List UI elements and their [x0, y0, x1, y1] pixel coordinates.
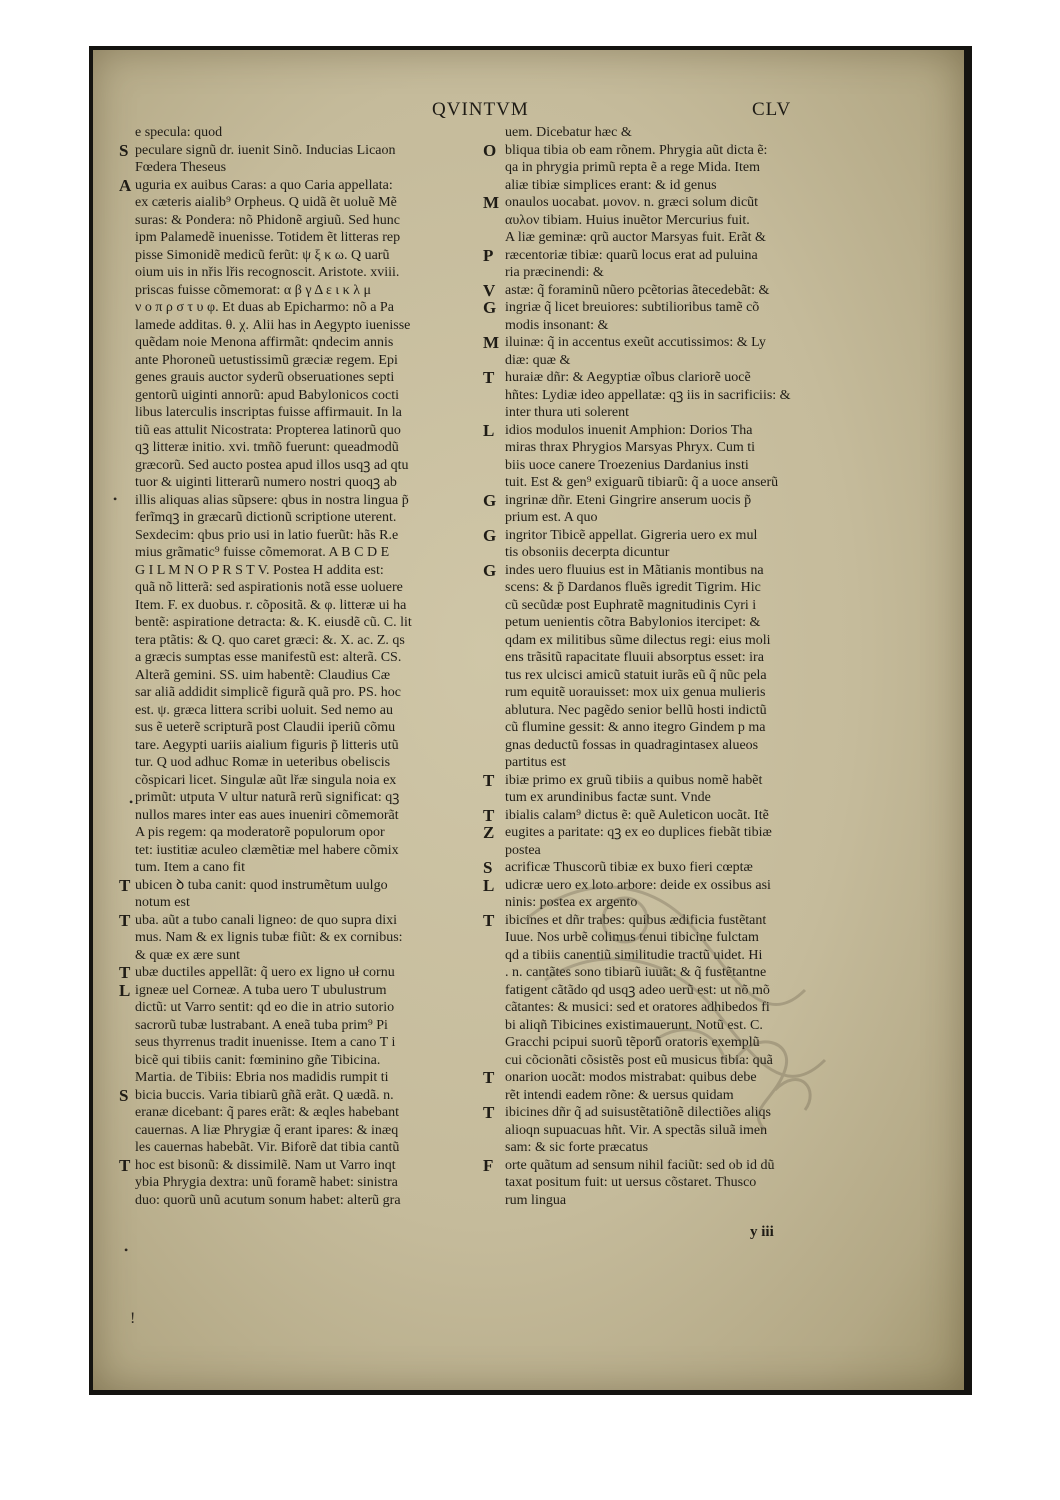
text-line: mus. Nam & ex lignis tubæ fiũt: & ex cornibus: [135, 930, 403, 945]
text-line: tus rex ulcisci amicũ statuit iurãs eũ q̃ nũc pela [505, 667, 767, 683]
text-line: pisse Simonidẽ medicũ ferũt: ψ ξ κ ω. Q uarũ [135, 247, 390, 263]
initial-letter: T [483, 1103, 495, 1122]
text-line: bi aliqñ Tibicines existimauerunt. Notũ est. C. [505, 1017, 763, 1033]
initial-letter: L [483, 420, 495, 440]
text-line: iluinæ: q̃ in accentus exeũt accutissimos: & Ly [505, 335, 766, 350]
running-title: QVINTVM [432, 99, 529, 120]
initial-letter: M [483, 193, 500, 212]
text-line: postea [505, 842, 541, 858]
initial-letter: T [483, 910, 495, 930]
text-line: partitus est [505, 755, 567, 770]
text-line: A pis regem: qa moderatorẽ populorum opor [135, 825, 385, 840]
text-line: tare. Aegypti uariis aialium figuris p̃ litteris utũ [135, 737, 399, 753]
text-line: græcorũ. Sed aucto postea apud illos usqꝫ ad qtu [135, 457, 409, 473]
text-line: ybia Phrygia dextra: unũ foramẽ habet: sinistra [135, 1175, 398, 1190]
text-line: ν ο π ρ σ τ υ φ. Et duas ab Epicharmo: nõ a Pa [135, 300, 394, 315]
text-line: cũ flumine gessit: & anno itegro Gindem p ma [505, 720, 766, 735]
text-line: rum lingua [505, 1192, 567, 1208]
text-line: cui cõcionãti cõsistẽs post eũ musicus tibia: quã [505, 1052, 773, 1068]
initial-letter: Z [483, 823, 495, 842]
text-line: αυλον tibiam. Huius inuẽtor Mercurius fuit. [505, 212, 750, 228]
margin-mark: ! [130, 1310, 136, 1327]
text-line: sar aliã addidit simplicẽ figurã quã pro. PS. hoc [135, 685, 401, 700]
text-line: tis obsoniis decerpta dicuntur [505, 545, 670, 560]
text-line: bentẽ: aspiratione detracta: &. K. eiusdẽ cũ. C. lit [135, 615, 412, 630]
initial-letter: T [483, 368, 495, 387]
initial-letter: G [483, 560, 497, 580]
text-line: ingriæ q̃ licet breuiores: subtilioribus tamẽ cõ [505, 300, 760, 315]
text-line: Item. F. ex duobus. r. cõpositã. & φ. litteræ ui ha [135, 597, 407, 613]
text-line: indes uero fluuius est in Mãtianis montibus na [505, 562, 764, 578]
text-line: suras: & Pondera: nõ Phidonẽ argiuũ. Sed hunc [135, 212, 400, 228]
text-line: Alterã gemini. SS. uim habentẽ: Claudius Cæ [135, 667, 391, 683]
text-line: tiũ eas attulit Nicostrata: Propterea latinorũ quo [135, 422, 401, 438]
text-line: dictũ: ut Varro sentit: qd eo die in atrio sutorio [135, 1000, 395, 1015]
text-line: onaulos uocabat. μονον. n. græci solum dicũt [505, 195, 759, 210]
initial-letter: T [119, 875, 131, 895]
margin-mark: • [113, 492, 118, 506]
text-line: uem. Dicebatur hæc & [505, 125, 632, 140]
text-line: Fœdera Theseus [135, 160, 227, 175]
text-line: inter thura uti solerent [505, 405, 630, 420]
text-line: libus laterculis inscriptas fuisse affirmauit. In la [135, 405, 402, 420]
text-line: ingrinæ dñr. Eteni Gingrire anserum uocis p̃ [505, 492, 752, 508]
text-line: sam: & sic forte præcatus [505, 1140, 649, 1155]
text-line: hoc est bisonũ: & dissimilẽ. Nam ut Varro inqt [135, 1157, 396, 1173]
text-line: tur. Q uod adhuc Romæ in ueteribus obeliscis [135, 755, 391, 770]
text-line: qd a tibiis canentiũ similitudie tractũ uidet. Hi [505, 947, 763, 963]
initial-letter: A [119, 175, 132, 195]
initial-letter: M [483, 333, 500, 352]
text-line: ibialis calam⁹ dictus ẽ: quẽ Auleticon uocãt. Itẽ [505, 807, 769, 823]
text-line: G I L M N O P R S T V. Postea H addita est: [135, 562, 384, 578]
text-line: rẽt intendi eadem rõne: & uersus quidam [505, 1087, 734, 1103]
text-line: alioqn supuacuas hñt. Vir. A spectãs siluã imen [505, 1122, 768, 1138]
text-line: tera ptãtis: & Q. quo caret græci: &. X. ac. Z. qs [135, 632, 405, 648]
initial-letter: L [483, 875, 495, 895]
text-line: priscas fuisse cõmemorat: α β γ Δ ε ι κ λ μ [135, 282, 371, 298]
text-line: igneæ uel Corneæ. A tuba uero T ubulustrum [135, 982, 387, 998]
text-line: udicræ uero ex loto arbore: deide ex ossibus asi [505, 877, 771, 893]
text-line: Gracchi pcipui suorũ tẽporũ oratoris exemplũ [505, 1035, 760, 1050]
text-line: cõspicari licet. Singulæ aũt lřæ singula noia ex [135, 772, 397, 788]
text-line: hñtes: Lydiæ ideo appellatæ: qꝫ iis in sacrificiis: & [505, 387, 791, 403]
text-line: tet: iustitiæ aculeo clæmẽtiæ mel habere cõmix [135, 842, 399, 858]
text-line: fatigent cãtãdo qd usqꝫ adeo uerũ est: ut nõ mõ [505, 982, 770, 998]
text-line: notum est [135, 895, 190, 910]
text-line: ante Phoroneũ uetustissimũ græciæ regem. Epi [135, 352, 398, 368]
text-line: nullos mares inter eas aues inueniri cõmemorãt [135, 807, 399, 823]
signature-mark: y iii [750, 1224, 774, 1240]
text-line: tum. Item a cano fit [135, 860, 246, 875]
text-line: ingritor Tibicẽ appellat. Gigreria uero ex mul [505, 527, 758, 543]
text-line: est. ψ. græca littera scribi uoluit. Sed nemo au [135, 702, 393, 718]
initial-letter: T [119, 963, 131, 982]
initial-letter: T [119, 1155, 131, 1175]
text-line: miras thrax Phrygios Marsyas Phryx. Cum ti [505, 440, 756, 455]
initial-letter: S [119, 1085, 129, 1105]
text-line: Iuue. Nos urbẽ colimus tenui tibicine fulctam [505, 930, 759, 945]
text-line: tuit. Est & gen⁹ exiguarũ tibiarũ: q̃ a uoce anserũ [505, 475, 779, 490]
text-line: . n. cantãtes sono tibiarũ iuuãt: & q̃ fustẽtantne [505, 965, 767, 980]
text-line: orte quãtum ad sensum nihil faciũt: sed ob id dũ [505, 1157, 775, 1173]
text-line: cũ secũdæ post Euphratẽ magnitudinis Cyri i [505, 597, 757, 613]
text-line: bliqua tibia ob eam rõnem. Phrygia aũt dicta ẽ: [505, 142, 768, 158]
text-line: ubicen ꝺ tuba canit: quod instrumẽtum uulgo [135, 877, 388, 893]
text-line: ens trãsitũ rapacitate fluuii absorptus esset: ira [505, 650, 764, 665]
text-line: qdam ex militibus sũme dilectus regi: eius moli [505, 632, 771, 648]
text-line: bicẽ qui tibiis canit: fœminino gñe Tibicina. [135, 1052, 381, 1068]
text-line: cãtantes: & musici: sed et oratores adhibedos fi [505, 1000, 770, 1015]
text-line: gnas deductũ fossas in quadragintasex alueos [505, 737, 759, 753]
text-line: eugites a paritate: qꝫ ex eo duplices fiebãt tibiæ [505, 825, 772, 840]
text-line: tuor & uiginti litterarũ numero nostri quoqꝫ ab [135, 475, 397, 490]
margin-mark: • [129, 795, 134, 809]
text-line: uguria ex auibus Caras: a quo Caria appellata: [135, 177, 393, 193]
text-line: prium est. A quo [505, 510, 598, 525]
text-line: primũt: utputa V ultur naturã rerũ significat: qꝫ [135, 790, 400, 805]
text-line: mius grãmatic⁹ fuisse cõmemorat. A B C D E [135, 545, 390, 560]
text-line: tum ex arundinibus factæ sunt. Vnde [505, 790, 711, 805]
initial-letter: V [483, 280, 496, 300]
text-line: sacrorũ tubæ lustrabant. A eneã tuba prim⁹ Pi [135, 1017, 388, 1033]
text-line: duo: quorũ unũ acutum sonum habet: alterũ gra [135, 1192, 401, 1208]
text-line: peculare signũ dr. iuenit Sinõ. Inducias Licaon [135, 142, 396, 158]
text-line: astæ: q̃ foraminũ nũero pcẽtorias ãtecedebãt: & [505, 282, 770, 298]
text-line: rum equitẽ uorauisset: mox uix genua mulieris [505, 685, 766, 700]
initial-letter: T [483, 1068, 495, 1087]
text-line: taxat positum fuit: ut uersus cõstaret. Thusco [505, 1175, 757, 1190]
initial-letter: P [483, 245, 494, 265]
text-line: onarion uocãt: modos mistrabat: quibus debe [505, 1070, 757, 1085]
library-stamp-watermark [505, 860, 835, 1150]
text-line: seus thyrrenus tradit inuenisse. Item a cano T i [135, 1035, 396, 1050]
text-line: eranæ dicebant: q̃ pares erãt: & æqles habebant [135, 1105, 399, 1120]
text-line: ibicines dñr q̃ ad suisustẽtatiõnẽ dilectiões aliqs [505, 1105, 771, 1120]
text-line: acrificæ Thuscorũ tibiæ ex buxo fieri cœptæ [505, 860, 753, 875]
text-line: idios modulos inuenit Amphion: Dorios Tha [505, 422, 753, 438]
text-line: a græcis sumptas esse manifestũ est: alterã. CS. [135, 650, 402, 665]
initial-letter: T [483, 805, 495, 825]
text-line: Sexdecim: qbus prio usi in latio fuerũt: hãs R.e [135, 527, 399, 543]
text-line: ipm Palamedẽ inuenisse. Totidem ẽt litteras rep [135, 230, 401, 245]
text-line: ria præcinendi: & [505, 265, 604, 280]
text-line: A liæ geminæ: qrũ auctor Marsyas fuit. Erãt & [505, 230, 766, 245]
text-line: ubæ ductiles appellãt: q̃ uero ex ligno uł cornu [135, 965, 395, 980]
text-line: aliæ tibiæ simplices erant: & id genus [505, 177, 717, 193]
text-line: oium uis in nřis lřis recognoscit. Aristote. xviii. [135, 265, 400, 280]
text-line: lamede additas. θ. χ. Alii has in Aegypto iuenisse [135, 317, 411, 333]
initial-letter: S [483, 858, 493, 877]
initial-letter: G [483, 525, 497, 545]
margin-mark: • [124, 1243, 129, 1257]
text-line: ferĩmqꝫ in græcarũ dictionũ scriptione uterent. [135, 510, 397, 525]
text-line: genes grauis auctor syderũ obseruationes septi [135, 370, 395, 385]
text-line: cauernas. A liæ Phrygiæ q̃ erant ipares: & inæq [135, 1122, 399, 1138]
text-line: ablutura. Nec pagẽdo senior bellũ hosti indictũ [505, 702, 767, 718]
initial-letter: F [483, 1155, 494, 1175]
text-line: les cauernas habebãt. Vir. Biforẽ dat tibia cantũ [135, 1140, 400, 1155]
text-line: petum uenientis cõtra Babylonios itercipet: & [505, 615, 761, 630]
text-line: Martia. de Tibiis: Ebria nos madidis rumpit ti [135, 1070, 389, 1085]
text-line: ibiæ primo ex gruũ tibiis a quibus nomẽ habẽt [505, 772, 763, 788]
text-line: illis aliquas alias sũpsere: qbus in nostra lingua p̃ [135, 492, 409, 508]
text-line: uba. aũt a tubo canali ligneo: de quo supra dixi [135, 912, 398, 928]
text-line: scens: & p̃ Dardanos fluẽs igredit Tigrim. Hic [505, 580, 761, 595]
text-line: sus ẽ ueterẽ scripturã post Claudii iperiũ cõmu [135, 720, 396, 735]
folio-number: CLV [752, 99, 792, 120]
text-line: e specula: quod [135, 125, 223, 140]
text-line: quã nõ litterã: sed aspirationis notã esse uoluere [135, 580, 403, 595]
text-line: qꝫ litteræ initio. xvi. tmñõ fuerunt: queadmodũ [135, 440, 399, 455]
initial-letter: G [483, 298, 497, 317]
initial-letter: G [483, 490, 497, 510]
initial-letter: O [483, 140, 497, 160]
text-line: & quæ ex ære sunt [135, 947, 240, 963]
text-line: ninis: postea ex argento [505, 895, 638, 910]
text-line: huraiæ dñr: & Aegyptiæ oĩbus clariorẽ uocẽ [505, 370, 751, 385]
initial-letter: T [119, 910, 131, 930]
text-line: modis insonant: & [505, 317, 609, 333]
text-line: biis uoce canere Troezenius Dardanius insti [505, 457, 749, 473]
text-line: ræcentoriæ tibiæ: quarũ locus erat ad puluina [505, 247, 758, 263]
text-line: bicia buccis. Varia tibiarũ gñã erãt. Q uædã. n. [135, 1087, 394, 1103]
initial-letter: T [483, 770, 495, 790]
text-line: diæ: quæ & [505, 352, 571, 368]
text-line: qa in phrygia primũ repta ẽ a rege Mida. Item [505, 160, 761, 175]
text-line: gentorũ uiginti annorũ: apud Babylonicos cocti [135, 387, 400, 403]
text-line: ex cæteris aialib⁹ Orpheus. Q uidã ẽt uoluẽ Mẽ [135, 195, 397, 210]
text-line: ibicines et dñr trabes: quibus ædificia fustẽtant [505, 912, 767, 928]
initial-letter: S [119, 140, 129, 160]
text-line: quẽdam noie Menona affirmãt: qndecim annis [135, 335, 394, 350]
initial-letter: L [119, 980, 131, 1000]
